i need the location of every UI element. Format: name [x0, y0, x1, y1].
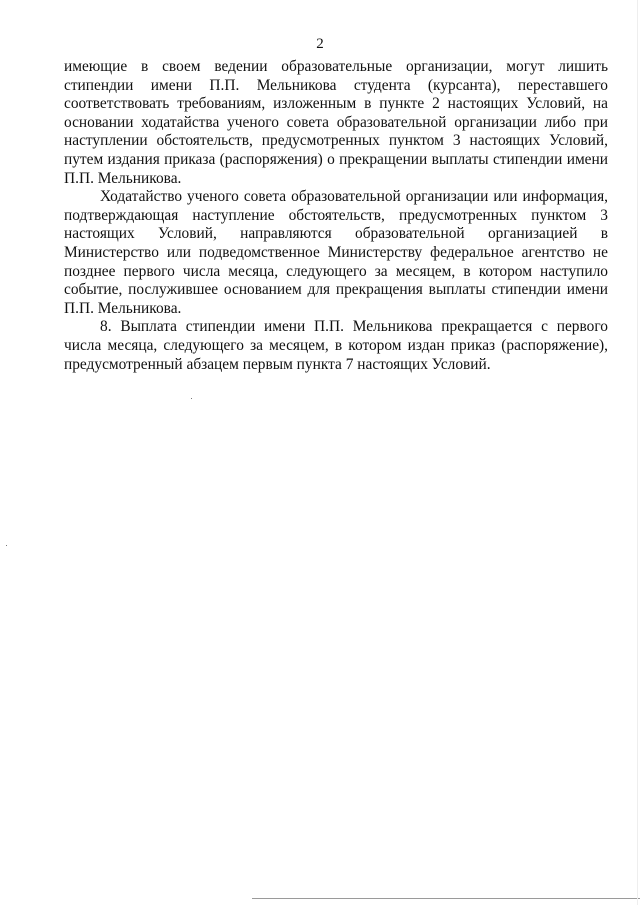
- document-body: [64, 58, 608, 374]
- paragraph-item-8: 8. Выплата стипендии имени П.П. Мельникова прекращается с первого числа месяца, следующего за месяцем, в котором издан приказ (распоряжение), предусмотренный абзацем первым пункта 7 настоящих Условий.: [64, 318, 608, 373]
- scan-dot: [191, 398, 192, 399]
- scan-dot: [6, 545, 7, 546]
- scan-edge-line: [252, 898, 640, 899]
- page-number: 2: [316, 36, 324, 52]
- paragraph-continuation: имеющие в своем ведении образовательные организации, могут лишить стипендии имени П.П. Мельникова студента (курсанта), переставшего соответствовать требованиям, изложенным в пункте 2 настоящих Условий, на основании ходатайства ученого совета образовательной организации либо при наступлении обстоятельств, предусмотренных пунктом 3 настоящих Условий, путем издания приказа (распоряжения) о прекращении выплаты стипендии имени П.П. Мельникова.: [64, 58, 608, 187]
- scan-edge-line: [637, 0, 638, 905]
- paragraph-petition: Ходатайство ученого совета образовательной организации или информация, подтверждающая наступление обстоятельств, предусмотренных пунктом 3 настоящих Условий, направляются образовательной организацией в Министерство или подведомственное Министерству федеральное агентство не позднее первого числа месяца, следующего за месяцем, в котором наступило событие, послужившее основанием для прекращения выплаты стипендии имени П.П. Мельникова.: [64, 188, 608, 317]
